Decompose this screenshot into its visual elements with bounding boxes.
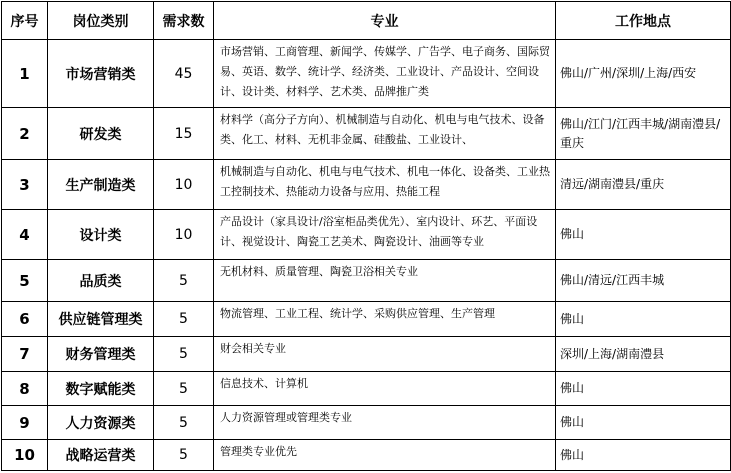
row-major: 信息技术、计算机: [214, 372, 556, 406]
table-row: [2, 440, 731, 471]
row-major: [214, 40, 556, 108]
row-index: 9: [2, 406, 48, 440]
row-count: 5: [154, 337, 214, 372]
header-index: 序号: [2, 2, 48, 40]
row-major: [214, 108, 556, 160]
row-major: 物流管理、工业工程、统计学、采购供应管理、生产管理: [214, 302, 556, 337]
header-count: 需求数: [154, 2, 214, 40]
table-row: [2, 372, 731, 406]
row-location: 清远/湖南澧县/重庆: [556, 160, 731, 210]
row-major-text: 机械制造与自动化、机电与电气技术、机电一体化、设备类、工业热工控制技术、热能动力设备与应用、热能工程: [220, 165, 550, 198]
row-category: 战略运营类: [48, 440, 154, 471]
row-location: 佛山: [556, 440, 731, 471]
row-major: 财会相关专业: [214, 337, 556, 372]
row-category: 设计类: [48, 210, 154, 260]
row-location: 深圳/上海/湖南澧县: [556, 337, 731, 372]
row-major-text: 材料学（高分子方向）、机械制造与自动化、机电与电气技术、设备类、化工、材料、无机非金属、硅酸盐、工业设计、: [220, 113, 545, 146]
row-major: [214, 210, 556, 260]
table-row: [2, 210, 731, 260]
table-row: [2, 160, 731, 210]
row-location: 佛山/清远/江西丰城: [556, 260, 731, 302]
recruitment-table: [1, 1, 731, 471]
row-category: 市场营销类: [48, 40, 154, 108]
row-location: 佛山: [556, 372, 731, 406]
row-major-text: 产品设计（家具设计/浴室柜品类优先）、室内设计、环艺、平面设计、视觉设计、陶瓷工艺美术、陶瓷设计、油画等专业: [220, 215, 538, 248]
row-count: 5: [154, 302, 214, 337]
row-category: 品质类: [48, 260, 154, 302]
row-location: 佛山: [556, 210, 731, 260]
row-index: 10: [2, 440, 48, 471]
row-index: 7: [2, 337, 48, 372]
row-index: 6: [2, 302, 48, 337]
header-row: [2, 2, 731, 40]
row-category: 数字赋能类: [48, 372, 154, 406]
row-count: 5: [154, 440, 214, 471]
row-index: 1: [2, 40, 48, 108]
row-category: 供应链管理类: [48, 302, 154, 337]
row-count: 10: [154, 210, 214, 260]
row-index: 4: [2, 210, 48, 260]
row-count: 5: [154, 260, 214, 302]
row-category: 研发类: [48, 108, 154, 160]
header-category: 岗位类别: [48, 2, 154, 40]
header-location: 工作地点: [556, 2, 731, 40]
row-count: 45: [154, 40, 214, 108]
header-major: 专业: [214, 2, 556, 40]
row-location: 佛山/广州/深圳/上海/西安: [556, 40, 731, 108]
row-category: 财务管理类: [48, 337, 154, 372]
row-major-text: 市场营销、工商管理、新闻学、传媒学、广告学、电子商务、国际贸易、英语、数学、统计学、经济类、工业设计、产品设计、空间设计、设计类、材料学、艺术类、品牌推广类: [220, 45, 550, 98]
row-count: 15: [154, 108, 214, 160]
row-major: 无机材料、质量管理、陶瓷卫浴相关专业: [214, 260, 556, 302]
row-index: 5: [2, 260, 48, 302]
row-location: 佛山: [556, 406, 731, 440]
row-category: 人力资源类: [48, 406, 154, 440]
row-count: 10: [154, 160, 214, 210]
table-row: [2, 406, 731, 440]
row-category: 生产制造类: [48, 160, 154, 210]
table-row: [2, 302, 731, 337]
table-row: [2, 108, 731, 160]
table-row: [2, 337, 731, 372]
row-major: 人力资源管理或管理类专业: [214, 406, 556, 440]
row-index: 8: [2, 372, 48, 406]
row-major: [214, 160, 556, 210]
row-location: 佛山: [556, 302, 731, 337]
row-index: 2: [2, 108, 48, 160]
table-row: [2, 260, 731, 302]
row-count: 5: [154, 372, 214, 406]
row-major: 管理类专业优先: [214, 440, 556, 471]
row-count: 5: [154, 406, 214, 440]
row-location: 佛山/江门/江西丰城/湖南澧县/重庆: [556, 108, 731, 160]
table-row: [2, 40, 731, 108]
row-index: 3: [2, 160, 48, 210]
